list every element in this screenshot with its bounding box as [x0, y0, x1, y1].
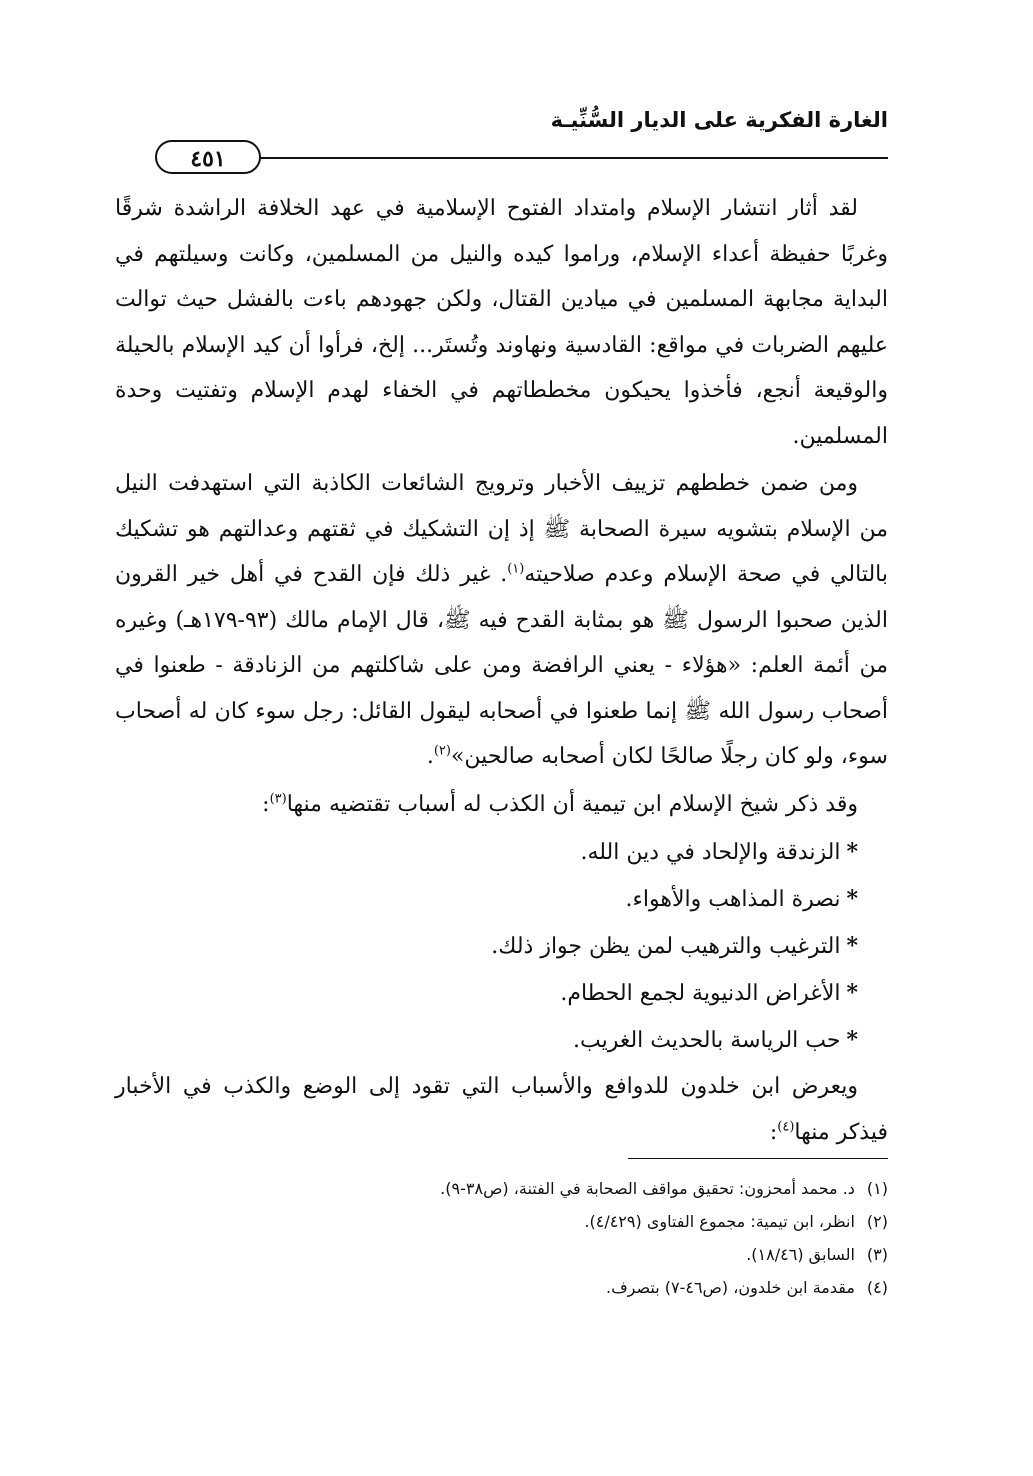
- footnote-ref-2: (٢): [433, 743, 451, 759]
- footnote-number: (١): [866, 1179, 888, 1198]
- list-item-text: نصرة المذاهب والأهواء.: [625, 887, 841, 912]
- footnote-ref-1: (١): [507, 561, 525, 577]
- list-item-text: الترغيب والترهيب لمن يظن جواز ذلك.: [491, 934, 841, 959]
- paragraph-2: [115, 461, 888, 780]
- paragraph-2-part-b: . غير ذلك فإن القدح في أهل خير القرون الذين صحبوا الرسول ﷺ هو بمثابة القدح فيه ﷺ، قال الإمام مالك (٩٣-١٧٩هـ) وغيره من أئمة العلم: «هؤلاء - يعني الرافضة ومن على شاكلتهم من الزنادقة - طعنوا في أصحاب رسول الله ﷺ إنما طعنوا في أصحابه ليقول القائل: رجل سوء كان له أصحاب سوء، ولو كان رجلًا صالحًا لكان أصحابه صالحين»: [115, 562, 888, 769]
- running-title: الغارة الفكرية على الديار السُّنِّيـة: [550, 108, 888, 132]
- footnote-text: مقدمة ابن خلدون، (ص٤٦-٧) بتصرف.: [606, 1278, 855, 1297]
- list-item: [115, 923, 858, 970]
- paragraph-3-text: وقد ذكر شيخ الإسلام ابن تيمية أن الكذب له أسباب تقتضيه منها: [286, 791, 858, 817]
- paragraph-1: لقد أثار انتشار الإسلام وامتداد الفتوح الإسلامية في عهد الخلافة الراشدة شرقًا وغربًا حفيظة أعداء الإسلام، وراموا كيده والنيل من المسلمين، وكانت وسيلتهم في البداية مجابهة المسلمين في ميادين القتال، ولكن جهودهم باءت بالفشل حيث توالت عليهم الضربات في مواقع: القادسية ونهاوند وتُستَر... إلخ، فرأوا أن كيد الإسلام بالحيلة والوقيعة أنجع، فأخذوا يحيكون مخططاتهم في الخفاء لهدم الإسلام وتفتيت وحدة المسلمين.: [115, 196, 888, 449]
- footnotes: [115, 1172, 888, 1304]
- header-rule: [260, 157, 888, 159]
- footnote-separator: [628, 1158, 888, 1159]
- paragraph-2-end: .: [426, 744, 434, 769]
- list-item: [115, 1017, 858, 1064]
- bullet-mark: *: [846, 980, 858, 1006]
- footnote-text: د. محمد أمحزون: تحقيق مواقف الصحابة في الفتنة، (ص٣٨-٩).: [440, 1179, 855, 1198]
- footnote-number: (٤): [866, 1278, 888, 1297]
- footnote-1: [115, 1172, 888, 1205]
- bullet-mark: *: [846, 886, 858, 912]
- footnote-ref-4: (٤): [777, 1119, 795, 1135]
- paragraph-3: [115, 782, 888, 828]
- list-item: [115, 970, 858, 1017]
- footnote-text: السابق (١٨/٤٦).: [746, 1245, 855, 1264]
- list-item: [115, 829, 858, 876]
- bullet-mark: *: [846, 839, 858, 865]
- footnote-number: (٣): [866, 1245, 888, 1264]
- list-item-text: الزندقة والإلحاد في دين الله.: [580, 840, 841, 865]
- list-item-text: حب الرياسة بالحديث الغريب.: [573, 1028, 841, 1053]
- bullet-mark: *: [846, 933, 858, 959]
- paragraph-4: [115, 1064, 888, 1155]
- paragraph-4-end: :: [769, 1119, 778, 1145]
- paragraph-2-part-a: ومن ضمن خططهم تزييف الأخبار وترويج الشائعات الكاذبة التي استهدفت النيل من الإسلام بتشويه سيرة الصحابة ﷺ إذ إن التشكيك في ثقتهم وعدالتهم هو تشكيك بالتالي في صحة الإسلام وعدم صلاحيته: [115, 471, 888, 587]
- footnote-ref-3: (٣): [269, 791, 287, 807]
- reasons-list: [115, 829, 888, 1064]
- footnote-2: [115, 1205, 888, 1238]
- body-text: [115, 186, 888, 1157]
- paragraph-3-end: :: [262, 791, 270, 817]
- footnote-4: [115, 1271, 888, 1304]
- footnote-text: انظر، ابن تيمية: مجموع الفتاوى (٤/٤٢٩).: [584, 1212, 855, 1231]
- bullet-mark: *: [846, 1027, 858, 1053]
- list-item-text: الأغراض الدنيوية لجمع الحطام.: [560, 981, 841, 1006]
- paragraph-4-text: ويعرض ابن خلدون للدوافع والأسباب التي تقود إلى الوضع والكذب في الأخبار فيذكر منها: [115, 1074, 888, 1145]
- list-item: [115, 876, 858, 923]
- footnote-number: (٢): [866, 1212, 888, 1231]
- page-number: ٤٥١: [155, 140, 261, 174]
- footnote-3: [115, 1238, 888, 1271]
